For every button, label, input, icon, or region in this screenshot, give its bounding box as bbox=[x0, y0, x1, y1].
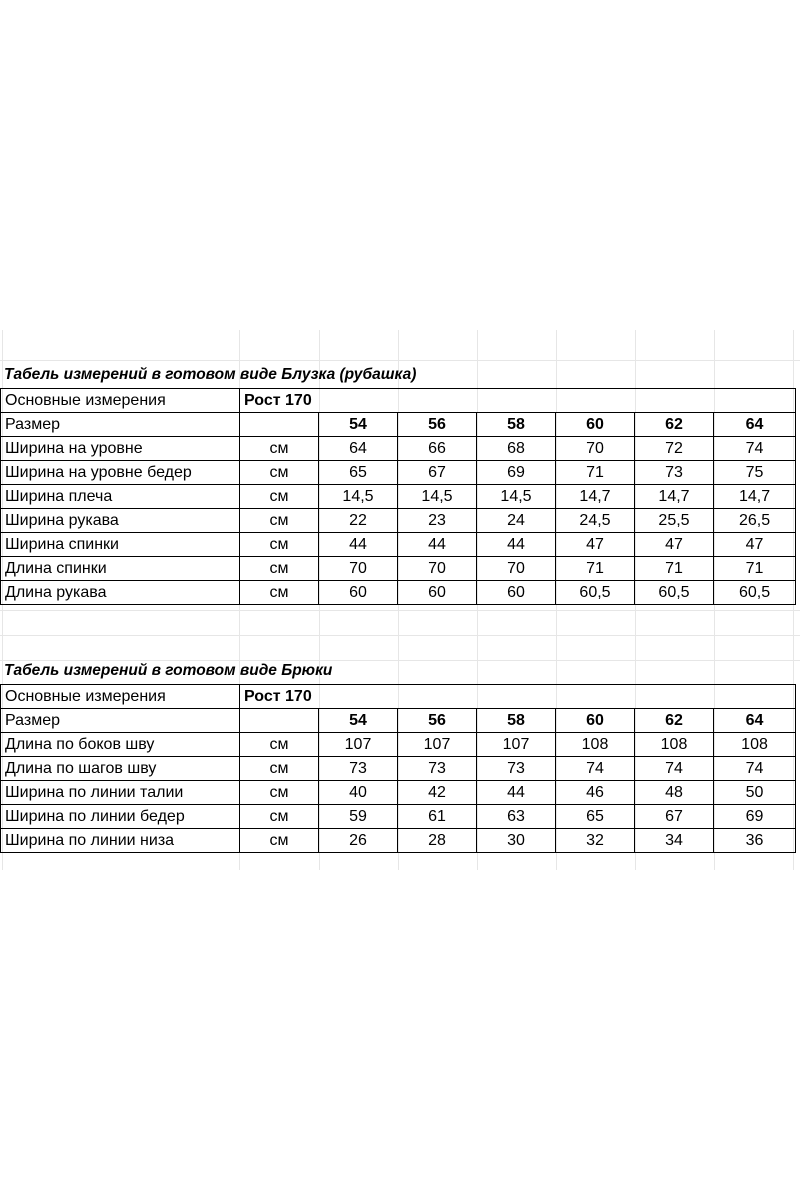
table-row bbox=[1, 581, 796, 605]
measurement-value: 74 bbox=[714, 757, 796, 781]
measurement-value: 40 bbox=[319, 781, 398, 805]
measurement-value: 60 bbox=[398, 581, 477, 605]
measurement-unit: см bbox=[240, 485, 319, 509]
measurement-value: 73 bbox=[319, 757, 398, 781]
measurement-value: 70 bbox=[477, 557, 556, 581]
size-header: 62 bbox=[635, 709, 714, 733]
measurement-value: 24,5 bbox=[556, 509, 635, 533]
measurement-value: 22 bbox=[319, 509, 398, 533]
table-row bbox=[1, 557, 796, 581]
measurement-name: Ширина рукава bbox=[1, 509, 240, 533]
measurement-value: 47 bbox=[714, 533, 796, 557]
unit-cell bbox=[240, 413, 319, 437]
measurement-name: Ширина на уровне bbox=[1, 437, 240, 461]
size-header: 56 bbox=[398, 709, 477, 733]
measurement-value: 70 bbox=[398, 557, 477, 581]
measurement-value: 23 bbox=[398, 509, 477, 533]
measurement-value: 28 bbox=[398, 829, 477, 853]
measurement-value: 44 bbox=[319, 533, 398, 557]
grid-line bbox=[0, 360, 800, 361]
table-row bbox=[1, 757, 796, 781]
measurement-value: 14,7 bbox=[556, 485, 635, 509]
measurement-value: 69 bbox=[714, 805, 796, 829]
measurement-unit: см bbox=[240, 581, 319, 605]
measurement-value: 107 bbox=[319, 733, 398, 757]
table-row bbox=[1, 829, 796, 853]
measurement-value: 48 bbox=[635, 781, 714, 805]
measurement-value: 107 bbox=[477, 733, 556, 757]
measurement-name: Ширина по линии талии bbox=[1, 781, 240, 805]
measurement-value: 73 bbox=[635, 461, 714, 485]
measurement-value: 107 bbox=[398, 733, 477, 757]
measurement-value: 108 bbox=[714, 733, 796, 757]
measurement-value: 25,5 bbox=[635, 509, 714, 533]
table-row bbox=[1, 389, 796, 413]
measurement-value: 108 bbox=[556, 733, 635, 757]
measurement-value: 71 bbox=[714, 557, 796, 581]
size-label: Размер bbox=[1, 413, 240, 437]
measurement-value: 108 bbox=[635, 733, 714, 757]
measurement-value: 75 bbox=[714, 461, 796, 485]
height-cell bbox=[240, 389, 796, 413]
measurement-name: Длина спинки bbox=[1, 557, 240, 581]
grid-line bbox=[0, 610, 800, 611]
measurement-value: 42 bbox=[398, 781, 477, 805]
measurement-value: 14,5 bbox=[477, 485, 556, 509]
measurement-value: 60 bbox=[477, 581, 556, 605]
height-cell bbox=[240, 685, 796, 709]
measurement-name: Длина по боков шву bbox=[1, 733, 240, 757]
measurement-unit: см bbox=[240, 557, 319, 581]
measurement-value: 74 bbox=[714, 437, 796, 461]
table-row bbox=[1, 461, 796, 485]
measurement-name: Ширина на уровне бедер bbox=[1, 461, 240, 485]
measurement-value: 65 bbox=[319, 461, 398, 485]
size-header: 56 bbox=[398, 413, 477, 437]
table-row bbox=[1, 509, 796, 533]
size-header: 60 bbox=[556, 709, 635, 733]
grid-line bbox=[0, 635, 800, 636]
measurement-value: 73 bbox=[398, 757, 477, 781]
measurement-value: 60 bbox=[319, 581, 398, 605]
unit-cell bbox=[240, 709, 319, 733]
measurement-name: Ширина по линии бедер bbox=[1, 805, 240, 829]
measurement-value: 66 bbox=[398, 437, 477, 461]
size-header: 58 bbox=[477, 709, 556, 733]
size-header-row bbox=[1, 413, 796, 437]
measurement-value: 73 bbox=[477, 757, 556, 781]
measurement-value: 70 bbox=[556, 437, 635, 461]
trousers-measurements-table bbox=[0, 684, 796, 853]
measurement-value: 47 bbox=[556, 533, 635, 557]
measurement-value: 71 bbox=[635, 557, 714, 581]
measurement-unit: см bbox=[240, 461, 319, 485]
measurement-value: 50 bbox=[714, 781, 796, 805]
measurement-value: 32 bbox=[556, 829, 635, 853]
measurement-unit: см bbox=[240, 805, 319, 829]
measurement-name: Ширина плеча bbox=[1, 485, 240, 509]
measurement-name: Длина рукава bbox=[1, 581, 240, 605]
measurement-value: 44 bbox=[477, 781, 556, 805]
size-header: 60 bbox=[556, 413, 635, 437]
measurement-value: 64 bbox=[319, 437, 398, 461]
measurement-value: 60,5 bbox=[714, 581, 796, 605]
size-header: 64 bbox=[714, 413, 796, 437]
measurement-value: 26 bbox=[319, 829, 398, 853]
measurement-value: 71 bbox=[556, 461, 635, 485]
size-header: 54 bbox=[319, 413, 398, 437]
table-row bbox=[1, 437, 796, 461]
measurement-value: 44 bbox=[398, 533, 477, 557]
height-label: Рост 170 bbox=[244, 391, 312, 409]
measurement-value: 36 bbox=[714, 829, 796, 853]
size-label: Размер bbox=[1, 709, 240, 733]
table-row bbox=[1, 781, 796, 805]
measurement-name: Ширина по линии низа bbox=[1, 829, 240, 853]
size-header: 64 bbox=[714, 709, 796, 733]
blouse-table-title: Табель измерений в готовом виде Блузка (рубашка) bbox=[4, 366, 417, 383]
measurement-value: 44 bbox=[477, 533, 556, 557]
measurement-value: 65 bbox=[556, 805, 635, 829]
size-header: 58 bbox=[477, 413, 556, 437]
size-header: 62 bbox=[635, 413, 714, 437]
trousers-table-title: Табель измерений в готовом виде Брюки bbox=[4, 662, 333, 679]
measurement-value: 14,5 bbox=[319, 485, 398, 509]
measurement-value: 34 bbox=[635, 829, 714, 853]
measurement-unit: см bbox=[240, 509, 319, 533]
measurement-value: 63 bbox=[477, 805, 556, 829]
measurement-unit: см bbox=[240, 533, 319, 557]
measurement-unit: см bbox=[240, 781, 319, 805]
height-label: Рост 170 bbox=[244, 687, 312, 705]
table-row bbox=[1, 685, 796, 709]
measurement-value: 67 bbox=[635, 805, 714, 829]
grid-line bbox=[0, 660, 800, 661]
table-row bbox=[1, 733, 796, 757]
measurement-value: 70 bbox=[319, 557, 398, 581]
measurement-value: 60,5 bbox=[556, 581, 635, 605]
measurement-value: 46 bbox=[556, 781, 635, 805]
measurement-value: 74 bbox=[635, 757, 714, 781]
measurement-value: 61 bbox=[398, 805, 477, 829]
measurement-name: Длина по шагов шву bbox=[1, 757, 240, 781]
measurement-value: 24 bbox=[477, 509, 556, 533]
measurement-unit: см bbox=[240, 437, 319, 461]
measurement-value: 74 bbox=[556, 757, 635, 781]
measurement-value: 68 bbox=[477, 437, 556, 461]
measurement-value: 14,5 bbox=[398, 485, 477, 509]
measurement-value: 26,5 bbox=[714, 509, 796, 533]
measurement-value: 14,7 bbox=[714, 485, 796, 509]
measurement-value: 67 bbox=[398, 461, 477, 485]
size-header-row bbox=[1, 709, 796, 733]
measurement-unit: см bbox=[240, 733, 319, 757]
table-row bbox=[1, 485, 796, 509]
measurement-value: 59 bbox=[319, 805, 398, 829]
table-row bbox=[1, 805, 796, 829]
basic-measurements-label: Основные измерения bbox=[1, 389, 240, 413]
measurement-unit: см bbox=[240, 757, 319, 781]
table-row bbox=[1, 533, 796, 557]
size-header: 54 bbox=[319, 709, 398, 733]
basic-measurements-label: Основные измерения bbox=[1, 685, 240, 709]
measurement-value: 71 bbox=[556, 557, 635, 581]
measurement-value: 47 bbox=[635, 533, 714, 557]
blouse-measurements-table bbox=[0, 388, 796, 605]
spreadsheet-area bbox=[0, 330, 800, 870]
measurement-value: 14,7 bbox=[635, 485, 714, 509]
measurement-value: 69 bbox=[477, 461, 556, 485]
measurement-value: 30 bbox=[477, 829, 556, 853]
measurement-name: Ширина спинки bbox=[1, 533, 240, 557]
measurement-unit: см bbox=[240, 829, 319, 853]
measurement-value: 60,5 bbox=[635, 581, 714, 605]
measurement-value: 72 bbox=[635, 437, 714, 461]
